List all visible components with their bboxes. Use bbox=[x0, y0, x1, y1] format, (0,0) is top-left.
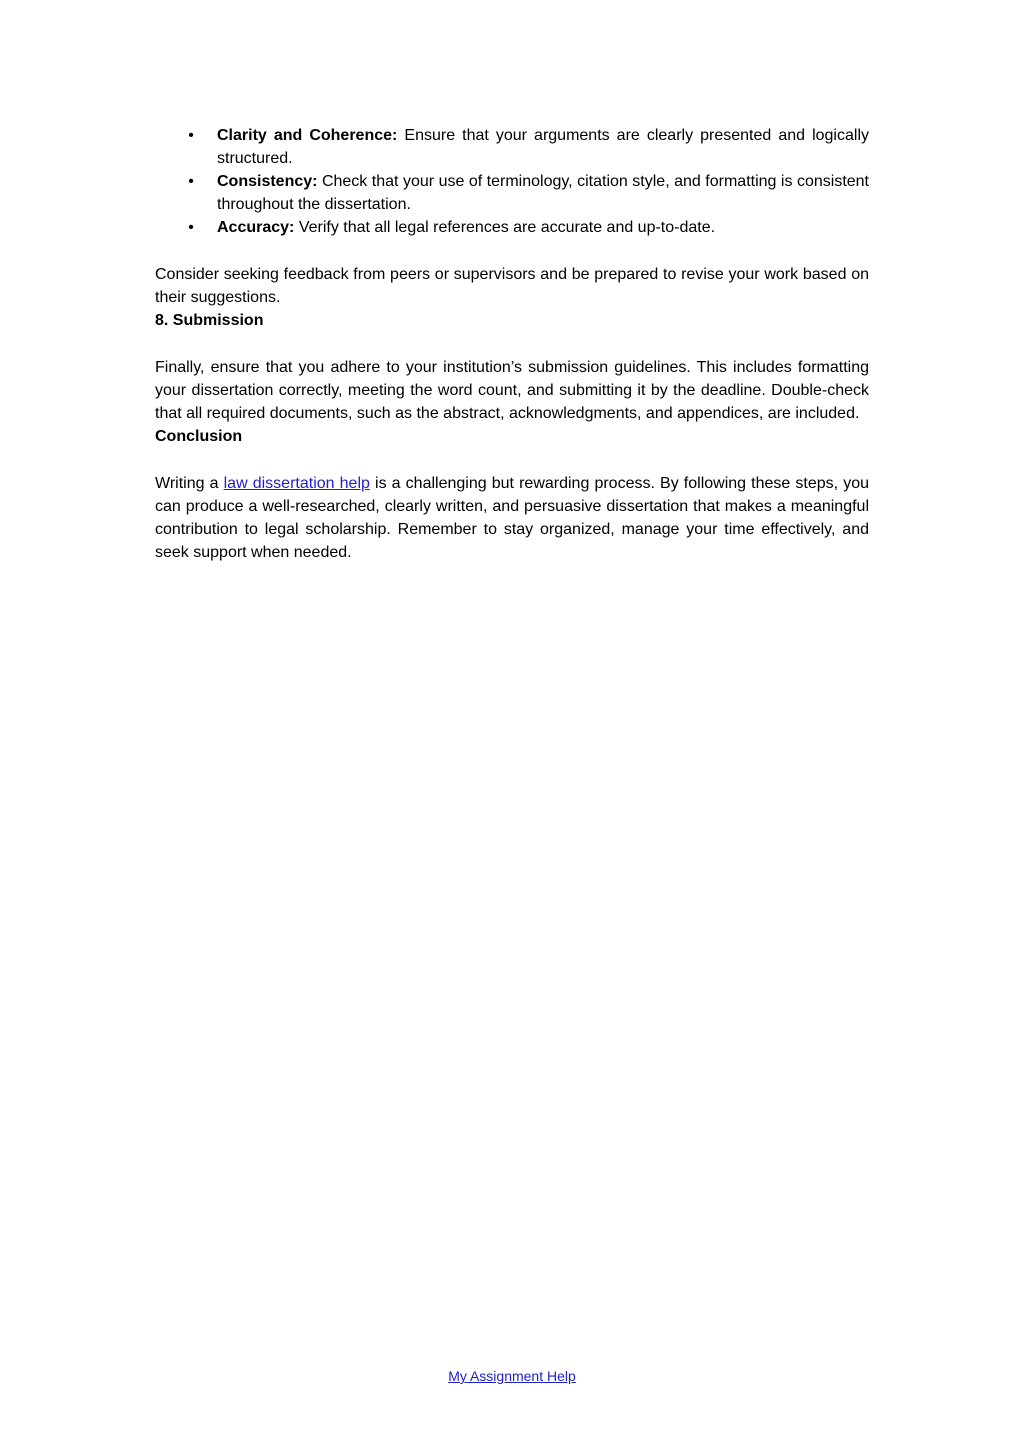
bullet-icon: • bbox=[188, 219, 194, 236]
law-dissertation-help-link[interactable]: law dissertation help bbox=[223, 475, 370, 492]
bullet-term: Accuracy: bbox=[217, 219, 295, 236]
review-checklist bbox=[155, 124, 869, 239]
bullet-text: Ensure that your arguments are clearly presented and logically structured. bbox=[217, 127, 869, 167]
bullet-icon: • bbox=[188, 127, 194, 144]
submission-paragraph: Finally, ensure that you adhere to your institution’s submission guidelines. This includes formatting your dissertation correctly, meeting the word count, and submitting it by the deadline. Double-check that all required documents, such as the abstract, acknowledgments, and appendices, are included. bbox=[155, 359, 869, 422]
my-assignment-help-link[interactable]: My Assignment Help bbox=[448, 1368, 576, 1384]
bullet-term: Consistency: bbox=[217, 173, 318, 190]
feedback-paragraph: Consider seeking feedback from peers or supervisors and be prepared to revise your work based on their suggestions. bbox=[155, 266, 869, 306]
conclusion-paragraph bbox=[155, 472, 869, 564]
bullet-term: Clarity and Coherence: bbox=[217, 127, 398, 144]
conclusion-text-end: is a challenging but rewarding process. By following these steps, you can produce a well-researched, clearly written, and persuasive dissertation that makes a meaningful contribution to legal scholarship. Remember to stay organized, manage your time effectively, and seek support when needed. bbox=[155, 475, 870, 561]
bullet-icon: • bbox=[188, 173, 194, 190]
conclusion-text-start: Writing a bbox=[155, 475, 224, 492]
list-item bbox=[155, 170, 869, 216]
list-item bbox=[155, 216, 869, 239]
conclusion-heading: Conclusion bbox=[155, 428, 243, 445]
submission-heading: 8. Submission bbox=[155, 312, 264, 329]
bullet-text: Verify that all legal references are accurate and up-to-date. bbox=[294, 219, 716, 236]
document-page bbox=[155, 124, 869, 564]
bullet-text: Check that your use of terminology, citation style, and formatting is consistent throughout the dissertation. bbox=[217, 173, 869, 213]
page-footer bbox=[0, 1366, 1024, 1386]
list-item bbox=[155, 124, 869, 170]
